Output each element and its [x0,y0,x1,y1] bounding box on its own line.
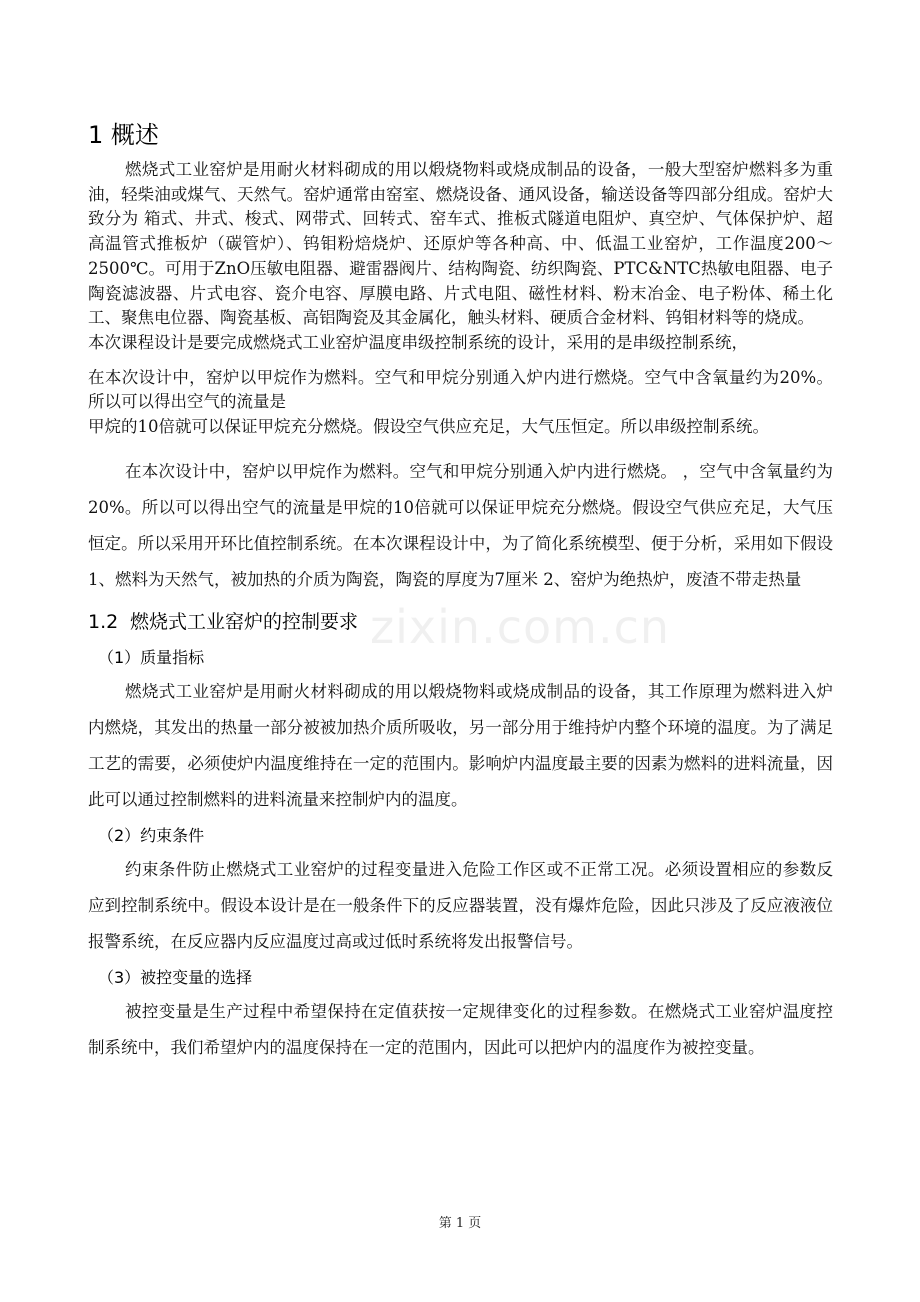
watermark: zixin.com.cn [370,600,671,654]
page-number: 第 1 页 [438,1216,482,1231]
controlled-variable-paragraph: 被控变量是生产过程中希望保持在定值获按一定规律变化的过程参数。在燃烧式工业窑炉温度控制系统中，我们希望炉内的温度保持在一定的范围内，因此可以把炉内的温度作为被控变量。 [88,1001,833,1057]
quality-heading: （1）质量指标 [98,647,205,667]
fuel-paragraph: 在本次设计中，窑炉以甲烷作为燃料。空气和甲烷分别通入炉内进行燃烧。空气中含氧量约为20%。所以可以得出空气的流量是 [88,367,833,412]
methane-paragraph: 甲烷的10倍就可以保证甲烷充分燃烧。假设空气供应充足，大气压恒定。所以串级控制系统。 [88,417,769,437]
assumption-paragraph: 在本次设计中，窑炉以甲烷作为燃料。空气和甲烷分别通入炉内进行燃烧。 ，空气中含氧量约为20%。所以可以得出空气的流量是甲烷的10倍就可以保证甲烷充分燃烧。假设空气供应充足，大气压恒定。所以采用开环比值控制系统。在本次课程设计中，为了简化系统模型、便于分析，采用如下假设 1、燃料为天然气，被加热的介质为陶瓷，陶瓷的厚度为7厘米 2、窑炉为绝热炉，废渣不带走热量 [88,461,833,589]
subsection-heading [88,606,833,638]
spacer [88,356,833,366]
spacer [88,440,833,454]
constraint-heading: （2）约束条件 [98,825,205,845]
quality-paragraph: 燃烧式工业窑炉是用耐火材料砌成的用以煅烧物料或烧成制品的设备，其工作原理为燃料进入炉内燃烧，其发出的热量一部分被被加热介质所吸收，另一部分用于维持炉内整个环境的温度。为了满足工艺的需要，必须使炉内温度维持在一定的范围内。影响炉内温度最主要的因素为燃料的进料流量，因此可以通过控制燃料的进料流量来控制炉内的温度。 [88,681,833,809]
course-design-paragraph: 本次课程设计是要完成燃烧式工业窑炉温度串级控制系统的设计，采用的是串级控制系统， [88,332,748,352]
overview-paragraph: 燃烧式工业窑炉是用耐火材料砌成的用以煅烧物料或烧成制品的设备，一般大型窑炉燃料多为重油，轻柴油或煤气、天然气。窑炉通常由窑室、燃烧设备、通风设备，输送设备等四部分组成。窑炉大致分为 箱式、井式、梭式、网带式、回转式、窑车式、推板式隧道电阻炉、真空炉、气体保护炉、超高温管式推板炉（碳管炉）、钨钼粉焙烧炉、还原炉等各种高、中、低温工业窑炉，工作温度200～2500℃。可用于ZnO压敏电阻器、避雷器阀片、结构陶瓷、纺织陶瓷、PTC&NTC热敏电阻器、电子陶瓷滤波器、片式电容、瓷介电容、厚膜电路、片式电阻、磁性材料、粉末冶金、电子粉体、稀土化工、聚焦电位器、陶瓷基板、高铝陶瓷及其金属化，触头材料、硬质合金材料、钨钼材料等的烧成。 [88,160,833,328]
controlled-variable-heading: （3）被控变量的选择 [98,967,253,987]
subsection-number: 1.2 [88,610,119,633]
page-content [88,118,833,1066]
subsection-title: 燃烧式工业窑炉的控制要求 [130,610,359,633]
section-title: 1 概述 [88,121,159,149]
constraint-paragraph: 约束条件防止燃烧式工业窑炉的过程变量进入危险工作区或不正常工况。必须设置相应的参数反应到控制系统中。假设本设计是在一般条件下的反应器装置，没有爆炸危险，因此只涉及了反应液液位报警系统，在反应器内反应温度过高或过低时系统将发出报警信号。 [88,859,833,951]
